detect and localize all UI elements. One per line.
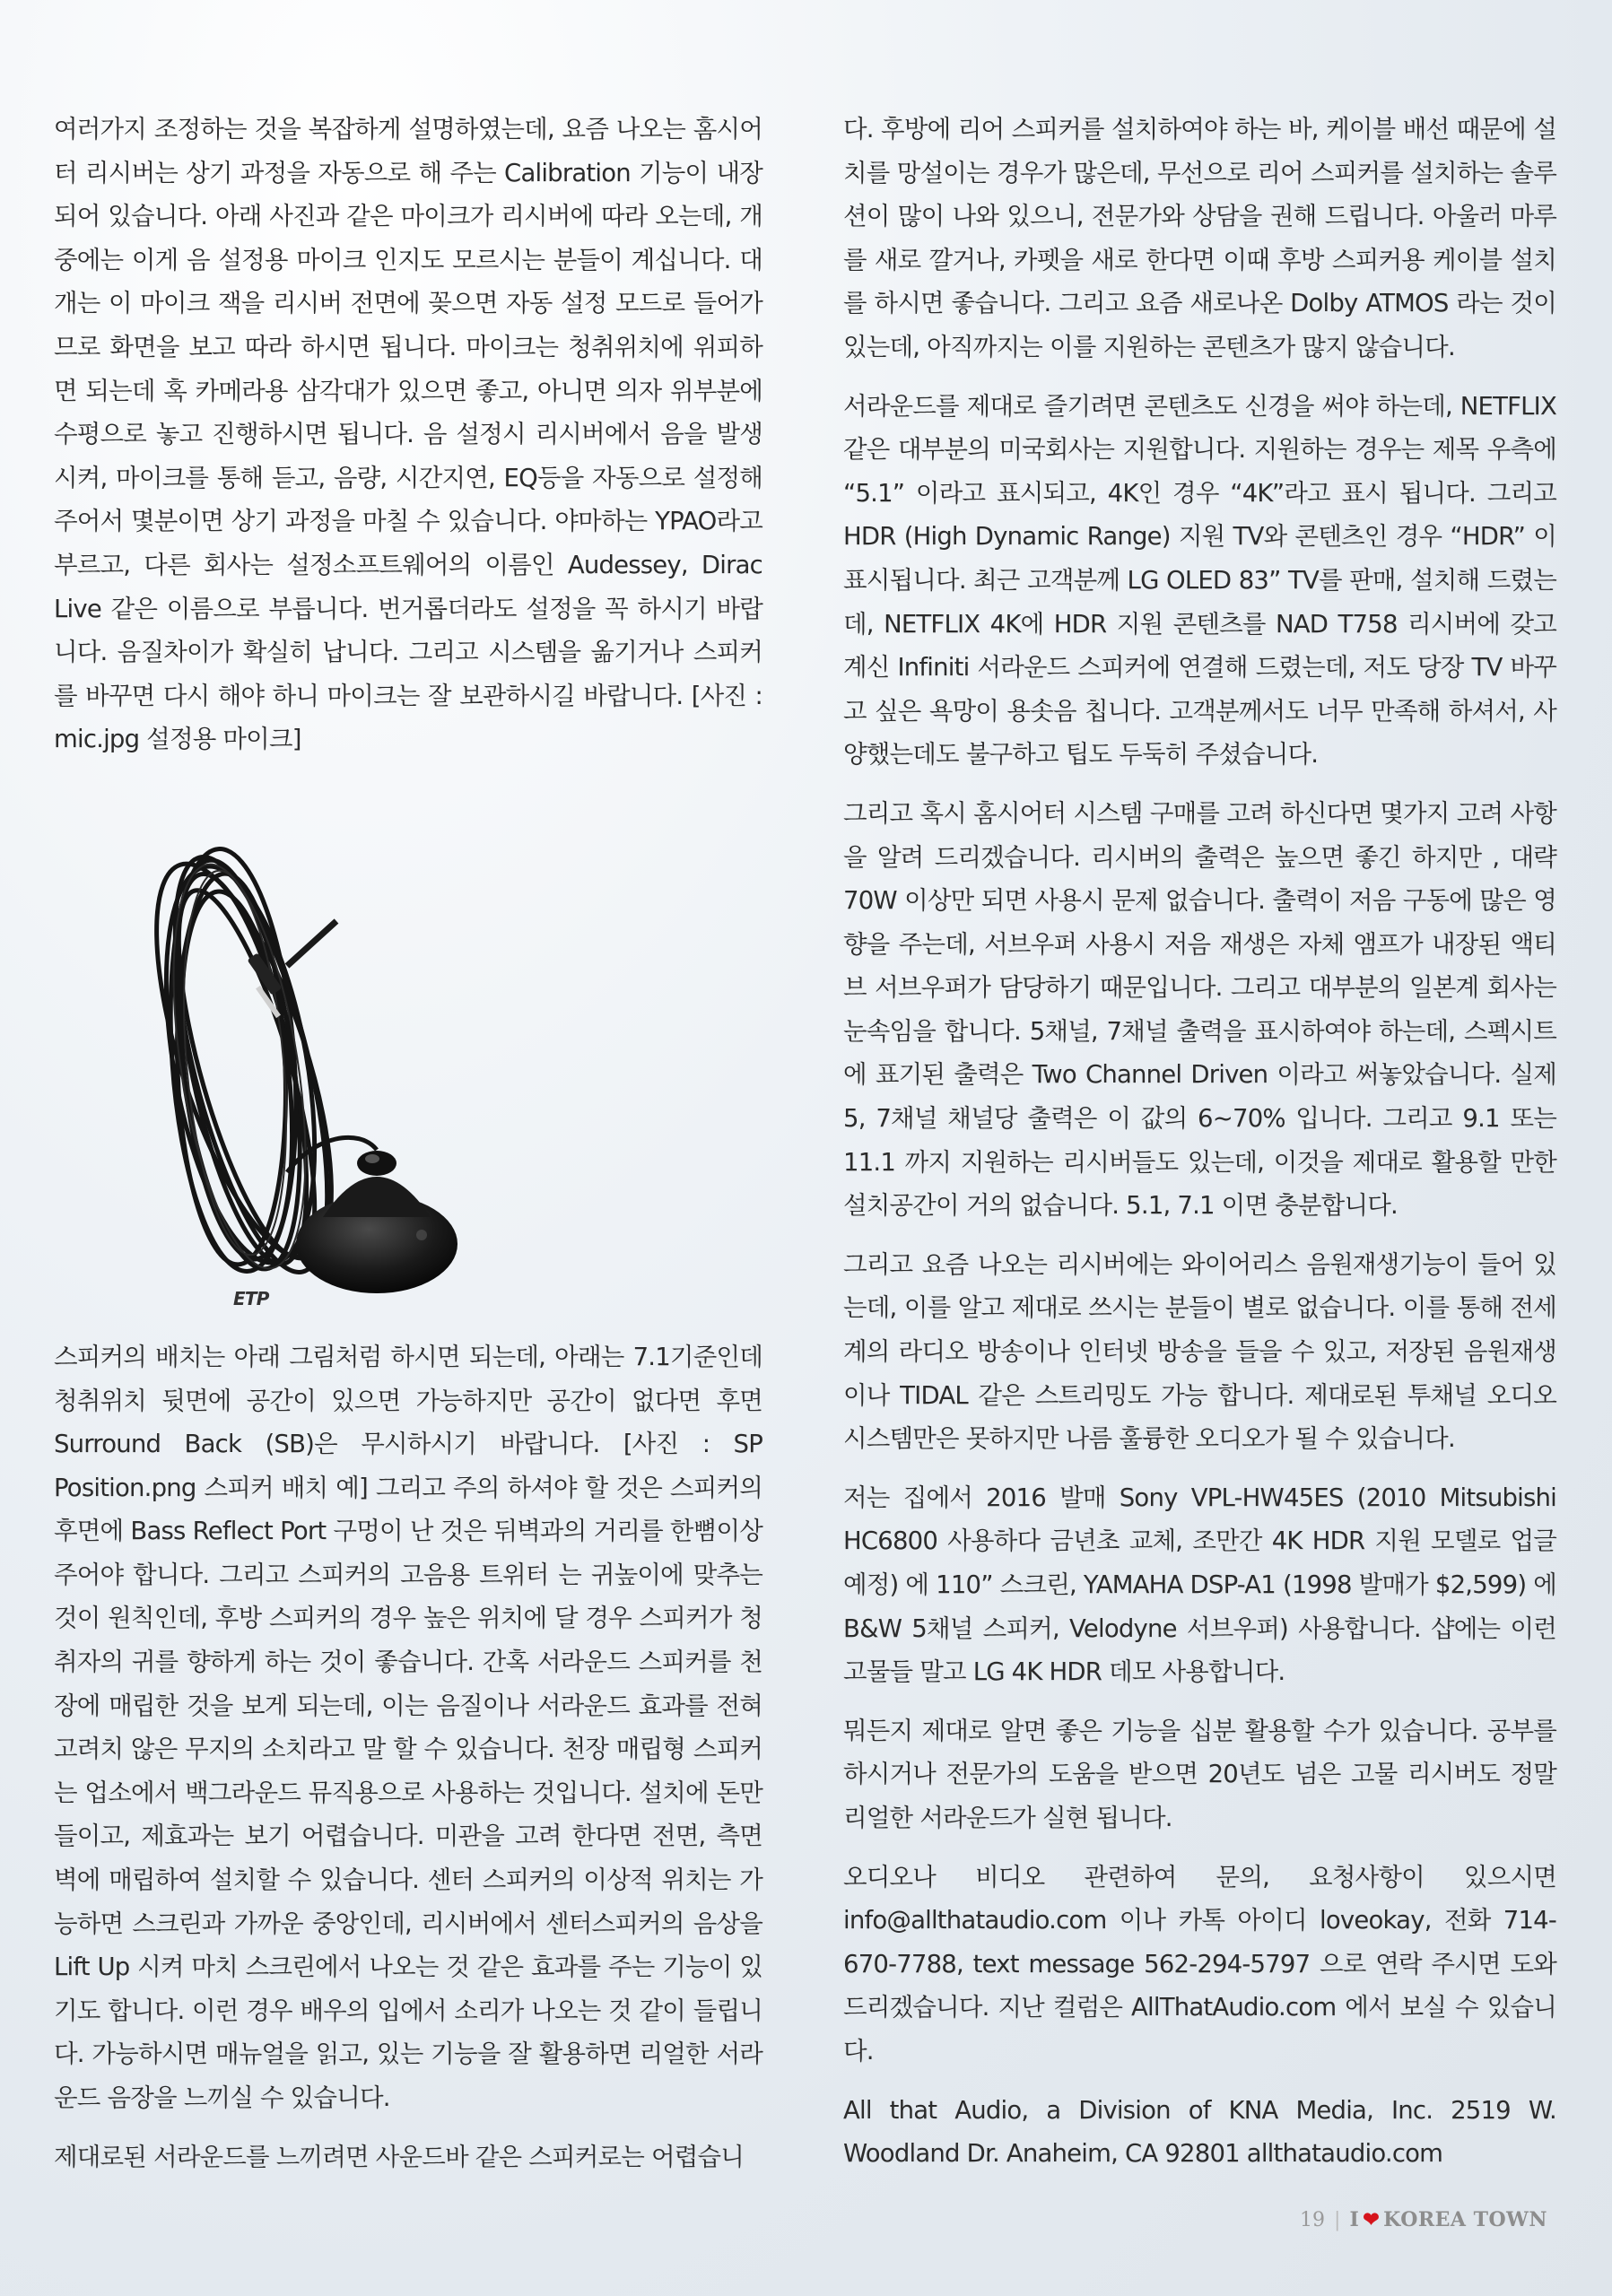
paragraph-contact: 오디오나 비디오 관련하여 문의, 요청사항이 있으시면 info@allthataudio.com 이나 카톡 아이디 loveokay, 전화 714-670-7788, text message 562-294-5797 으로 연락 주시면 도와 드리겠습니다. 지난 컬럼은 AllThatAudio.com 에서 보실 수 있습니다. xyxy=(843,1862,1556,2066)
brand-name: KOREA TOWN xyxy=(1383,2208,1547,2231)
paragraph-soundbar: 제대로된 서라운드를 느끼려면 사운드바 같은 스피커로는 어렵습니 xyxy=(54,2142,745,2171)
paragraph-buying-tips: 그리고 혹시 홈시어터 시스템 구매를 고려 하신다면 몇가지 고려 사항을 알려 드리겠습니다. 리시버의 출력은 높으면 좋긴 하지만 , 대략 70W 이상만 되면 사용시 문제 없습니다. 출력이 저음 구동에 많은 영향을 주는데, 서브우퍼 사용시 저음 재생은 자체 앰프가 내장된 액티브 서브우퍼가 담당하기 때문입니다. 그리고 대부분의 일본계 회사는 눈속임을 합니다. 5채널, 7채널 출력을 표시하여야 하는데, 스펙시트에 표기된 출력은 Two Channel Driven 이라고 써놓았습니다. 실제 5, 7채널 채널당 출력은 이 값의 6~70% 입니다. 그리고 9.1 또는 11.1 까지 지원하는 리시버들도 있는데, 이것을 제대로 활용할 만한 설치공간이 거의 없습니다. 5.1, 7.1 이면 충분합니다. xyxy=(843,798,1556,1221)
paragraph-calibration: 여러가지 조정하는 것을 복잡하게 설명하였는데, 요즘 나오는 홈시어터 리시버는 상기 과정을 자동으로 해 주는 Calibration 기능이 내장되어 있습니다. 아래 사진과 같은 마이크가 리시버에 따라 오는데, 개중에는 이게 음 설정용 마이크 인지도 모르시는 분들이 계십니다. 대개는 이 마이크 잭을 리시버 전면에 꽂으면 자동 설정 모드로 들어가므로 화면을 보고 따라 하시면 됩니다. 마이크는 청취위치에 위피하면 되는데 혹 카메라용 삼각대가 있으면 좋고, 아니면 의자 위부분에 수평으로 놓고 진행하시면 됩니다. 음 설정시 리시버에서 음을 발생시켜, 마이크를 통해 듣고, 음량, 시간지연, EQ등을 자동으로 설정해 주어서 몇분이면 상기 과정을 마칠 수 있습니다. 야마하는 YPAO라고 부르고, 다른 회사는 설정소프트웨어의 이름인 Audessey, Dirac Live 같은 이름으로 부릅니다. 번거롭더라도 설정을 꼭 하시기 바랍니다. 음질차이가 확실히 납니다. 그리고 시스템을 옮기거나 스피커를 바꾸면 다시 해야 하니 마이크는 잘 보관하시길 바랍니다. [사진 : mic.jpg 설정용 마이크] xyxy=(54,115,762,754)
page-footer xyxy=(1300,2208,1547,2231)
paragraph-wireless: 그리고 요즘 나오는 리시버에는 와이어리스 음원재생기능이 들어 있는데, 이를 알고 제대로 쓰시는 분들이 별로 없습니다. 이를 통해 전세계의 라디오 방송이나 인터넷 방송을 들을 수 있고, 저장된 음원재생이나 TIDAL 같은 스트리밍도 가능 합니다. 제대로된 투채널 오디오 시스템만은 못하지만 나름 훌륭한 오디오가 될 수 있습니다. xyxy=(843,1249,1556,1454)
page-number: 19 xyxy=(1300,2208,1326,2231)
left-column xyxy=(54,108,762,2194)
right-column xyxy=(843,108,1556,2191)
microphone-image xyxy=(152,796,457,1325)
footer-separator: | xyxy=(1334,2208,1341,2231)
paragraph-my-system: 저는 집에서 2016 발매 Sony VPL-HW45ES (2010 Mitsubishi HC6800 사용하다 금년초 교체, 조만간 4K HDR 지원 모델로 업글 예정) 에 110” 스크린, YAMAHA DSP-A1 (1998 발매가 $2,599) 에 B&W 5채널 스피커, Velodyne 서브우퍼) 사용합니다. 샵에는 이런 고물들 말고 LG 4K HDR 데모 사용합니다. xyxy=(843,1483,1556,1687)
paragraph-contents: 서라운드를 제대로 즐기려면 콘텐츠도 신경을 써야 하는데, NETFLIX같은 대부분의 미국회사는 지원합니다. 지원하는 경우는 제목 우측에 “5.1” 이라고 표시되고, 4K인 경우 “4K”라고 표시 됩니다. 그리고 HDR (High Dynamic Range) 지원 TV와 콘텐츠인 경우 “HDR” 이 표시됩니다. 최근 고객분께 LG OLED 83” TV를 판매, 설치해 드렸는데, NETFLIX 4K에 HDR 지원 콘텐츠를 NAD T758 리시버에 갖고 계신 Infiniti 서라운드 스피커에 연결해 드렸는데, 저도 당장 TV 바꾸고 싶은 욕망이 용솟음 칩니다. 고객분께서도 너무 만족해 하셔서, 사양했는데도 불구하고 팁도 두둑히 주셨습니다. xyxy=(843,391,1556,770)
brand-logo xyxy=(1349,2208,1547,2231)
paragraph-rear-speakers: 다. 후방에 리어 스피커를 설치하여야 하는 바, 케이블 배선 때문에 설치를 망설이는 경우가 많은데, 무선으로 리어 스피커를 설치하는 솔루션이 많이 나와 있으니, 전문가와 상담을 권해 드립니다. 아울러 마루를 새로 깔거나, 카펫을 새로 한다면 이때 후방 스피커용 케이블 설치를 하시면 좋습니다. 그리고 요즘 새로나온 Dolby ATMOS 라는 것이 있는데, 아직까지는 이를 지원하는 콘텐츠가 많지 않습니다. xyxy=(843,115,1556,361)
photo-label: ETP xyxy=(233,1287,269,1309)
paragraph-company-address: All that Audio, a Division of KNA Media, Inc. 2519 W. Woodland Dr. Anaheim, CA 92801 allthataudio.com xyxy=(843,2095,1556,2169)
microphone-photo xyxy=(54,796,762,1325)
paragraph-speaker-placement: 스피커의 배치는 아래 그림처럼 하시면 되는데, 아래는 7.1기준인데 청취위치 뒷면에 공간이 있으면 가능하지만 공간이 없다면 후면 Surround Back (SB)은 무시하시기 바랍니다. [사진 : SP Position.png 스피커 배치 예] 그리고 주의 하셔야 할 것은 스피커의 후면에 Bass Reflect Port 구멍이 난 것은 뒤벽과의 거리를 한뼘이상 주어야 합니다. 그리고 스피커의 고음용 트위터 는 귀높이에 맞추는 것이 원칙인데, 후방 스피커의 경우 높은 위치에 달 경우 스피커가 청취자의 귀를 향하게 하는 것이 좋습니다. 간혹 서라운드 스피커를 천장에 매립한 것을 보게 되는데, 이는 음질이나 서라운드 효과를 전혀 고려치 않은 무지의 소치라고 말 할 수 있습니다. 천장 매립형 스피커는 업소에서 백그라운드 뮤직용으로 사용하는 것입니다. 설치에 돈만 들이고, 제효과는 보기 어렵습니다. 미관을 고려 한다면 전면, 측면 벽에 매립하여 설치할 수 있습니다. 센터 스피커의 이상적 위치는 가능하면 스크린과 가까운 중앙인데, 리시버에서 센터스피커의 음상을 Lift Up 시켜 마치 스크린에서 나오는 것 같은 효과를 주는 기능이 있기도 합니다. 이런 경우 배우의 입에서 소리가 나오는 것 같이 들립니다. 가능하시면 매뉴얼을 읽고, 있는 기능을 잘 활용하면 리얼한 서라운드 음장을 느끼실 수 있습니다. xyxy=(54,1342,762,2112)
paragraph-conclusion: 뭐든지 제대로 알면 좋은 기능을 십분 활용할 수가 있습니다. 공부를 하시거나 전문가의 도움을 받으면 20년도 넘은 고물 리시버도 정말 리얼한 서라운드가 실현 됩니다. xyxy=(843,1716,1556,1832)
brand-i: I xyxy=(1349,2208,1360,2231)
heart-icon: ❤ xyxy=(1363,2208,1381,2231)
